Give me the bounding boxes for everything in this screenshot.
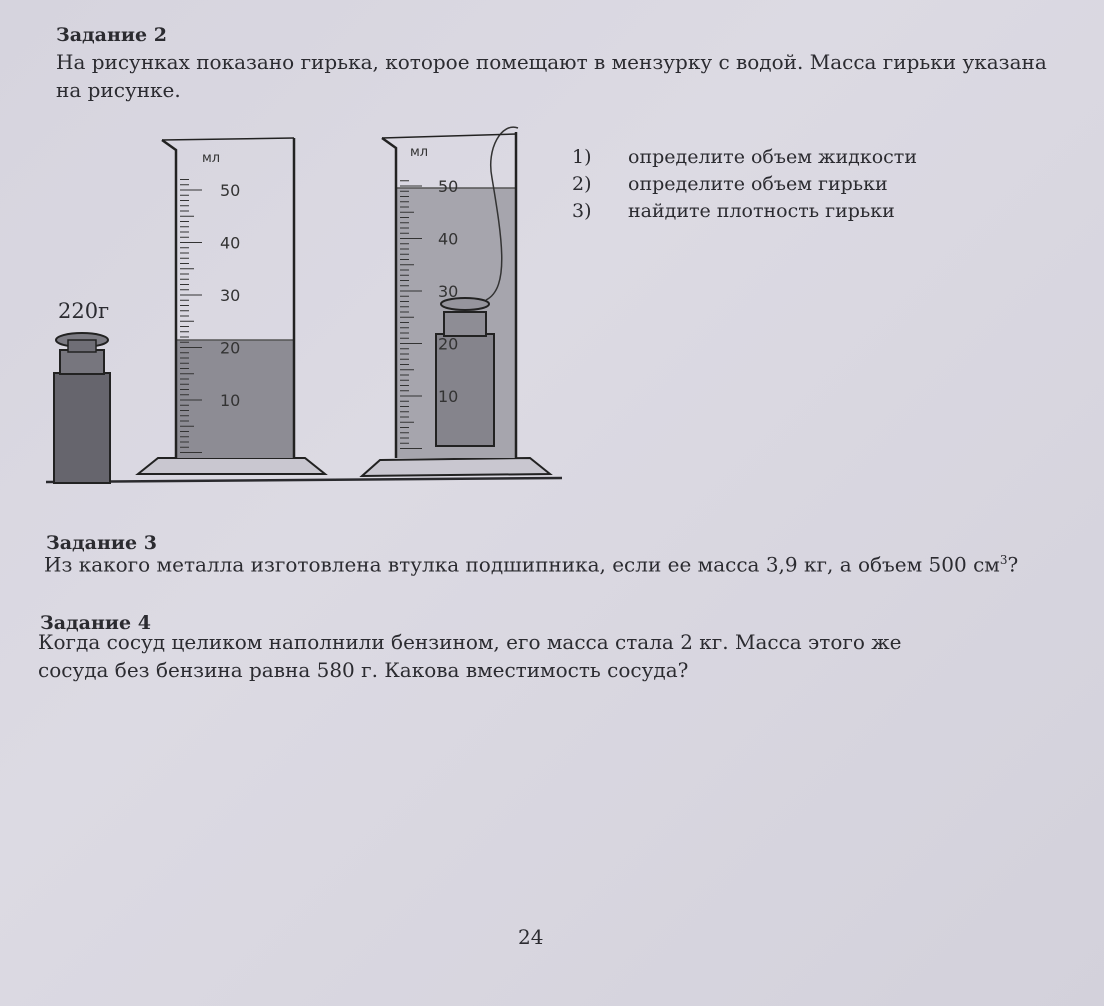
question-1 [572, 144, 917, 171]
question-1-text: определите объем жидкости [628, 146, 917, 168]
weight-icon [54, 333, 110, 483]
scale-label-10: 10 [220, 391, 241, 410]
task2-text-line2: на рисунке. [56, 78, 181, 102]
scale-label-20: 20 [220, 338, 241, 358]
question-1-number: 1) [572, 146, 592, 168]
question-2-text: определите объем гирьки [628, 173, 888, 195]
table-line [46, 478, 562, 482]
scale-label-30: 30 [220, 286, 241, 305]
cylinder-1-unit-label: мл [202, 151, 221, 166]
cylinder-2 [362, 127, 550, 476]
scale-label-20: 20 [438, 334, 459, 354]
scale-label-50: 50 [220, 181, 241, 200]
task3-text [44, 546, 1018, 579]
question-3 [572, 198, 917, 225]
cylinder-1 [138, 138, 325, 474]
scale-label-40: 40 [220, 233, 241, 253]
question-3-text: найдите плотность гирьки [628, 200, 895, 222]
scale-label-40: 40 [438, 229, 459, 249]
cylinders-figure [40, 118, 570, 493]
question-2 [572, 171, 917, 198]
question-2-number: 2) [572, 173, 592, 195]
scale-label-30: 30 [438, 282, 459, 301]
scale-label-10: 10 [438, 387, 459, 406]
task4-text [38, 628, 901, 684]
task4-text-line1: Когда сосуд целиком наполнили бензином, его масса стала 2 кг. Масса этого же [38, 630, 902, 654]
weight-label: 220г [58, 299, 110, 323]
task3-superscript: 3 [999, 553, 1008, 567]
task3-title: Задание 3 [46, 532, 157, 554]
task3-text-end: ? [1007, 552, 1019, 577]
submerged-weight-icon [436, 298, 494, 446]
cylinder-2-unit-label: мл [410, 145, 429, 160]
task2-question-list [572, 144, 917, 225]
task2-text [56, 48, 1056, 104]
question-3-number: 3) [572, 200, 592, 222]
task4-title: Задание 4 [40, 612, 151, 634]
task2-title: Задание 2 [56, 24, 167, 46]
task2-text-line1: На рисунках показано гирька, которое помещают в мензурку с водой. Масса гирьки указана [56, 50, 1047, 74]
task4-text-line2: сосуда без бензина равна 580 г. Какова вместимость сосуда? [38, 658, 689, 682]
task3-text-main: Из какого металла изготовлена втулка подшипника, если ее масса 3,9 кг, а объем 500 см [44, 552, 1000, 577]
scale-label-50: 50 [438, 177, 459, 196]
page-number: 24 [518, 925, 544, 949]
